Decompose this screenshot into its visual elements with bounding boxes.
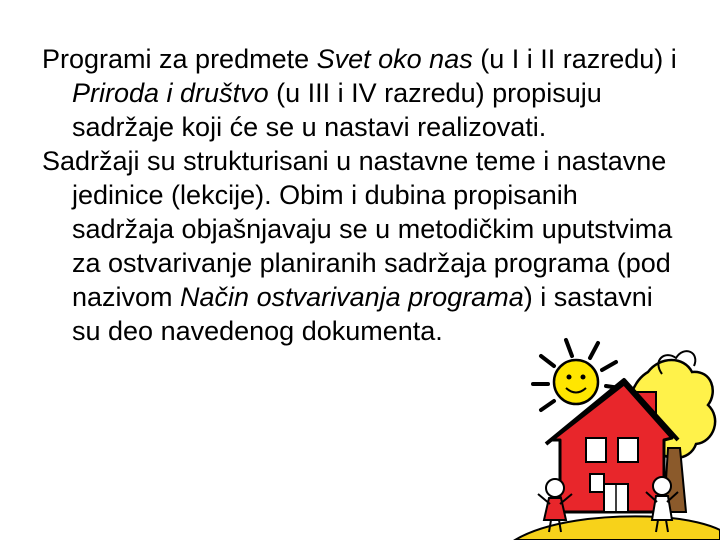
italic-title-text: Priroda i društvo <box>72 78 269 108</box>
text-segment: (u III i IV razredu) propisuju sadržaje koji će se u nastavi realizovati. <box>72 78 602 142</box>
text-segment: ) i sastavni su deo navedenog dokumenta. <box>72 282 653 346</box>
italic-title-text: Svet oko nas <box>316 44 473 74</box>
text-segment: (u I i II razredu) i <box>472 44 677 74</box>
text-segment: Sadržaji su strukturisani u nastavne teme i nastavne jedinice (lekcije). Obim i dubina propisanih sadržaja objašnjavaju se u metodičkim uputstvima za ostvarivanje planiranih sadržaja programa (pod nazivom <box>42 146 673 312</box>
text-segment: Programi za predmete <box>42 44 317 74</box>
italic-title-text: Način ostvarivanja programa <box>180 282 524 312</box>
